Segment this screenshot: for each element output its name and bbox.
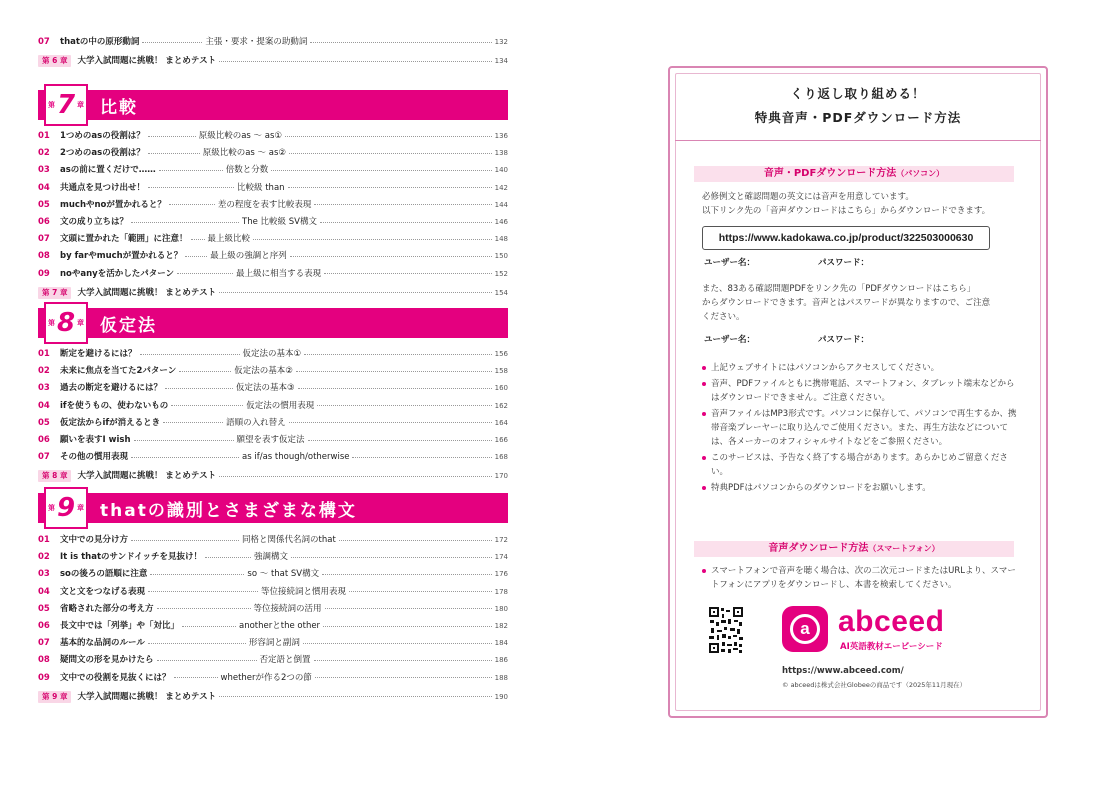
panel-divider <box>675 140 1041 141</box>
list-item: このサービスは、予告なく終了する場合があります。あらかじめご留意ください。 <box>702 451 1022 479</box>
toc-row: 06 文の成り立ちは？ The 比較級 SV構文 146 <box>38 217 508 227</box>
sp-section-header: 音声ダウンロード方法（スマートフォン） <box>694 541 1014 557</box>
pc-section-header: 音声・PDFダウンロード方法（パソコン） <box>694 166 1014 182</box>
pc-intro-text: 必修例文と確認問題の英文には音声を用意しています。 以下リンク先の「音声ダウンロードはこちら」からダウンロードできます。 <box>702 192 991 216</box>
pdf-note-text: また、83ある確認問題PDFをリンク先の「PDFダウンロードはこちら」 からダウンロードできます。音声とはパスワードが異なりますので、ご注意 ください。 <box>702 284 991 322</box>
chapter-test-row: 第 8 章 大学入試問題に挑戦！ まとめテスト 170 <box>38 468 508 484</box>
toc-row: 04 ifを使うもの、使わないもの 仮定法の慣用表現 162 <box>38 400 508 411</box>
panel-title-line2: 特典音声・PDFダウンロード方法 <box>754 110 962 125</box>
toc-row: 01 1つめのasの役割は？ 原級比較のas ～ as① 136 <box>38 131 508 141</box>
brand-url-link[interactable]: https://www.abceed.com/ <box>782 666 904 676</box>
abceed-logo-icon: a <box>782 606 828 652</box>
toc-row: 07 thatの中の原形動詞 主張・要求・提案の助動詞 132 <box>38 37 508 47</box>
notes-list <box>702 361 1022 497</box>
toc-row: 03 過去の断定を避けるには？ 仮定法の基本③ 160 <box>38 383 508 394</box>
toc-row: 03 asの前に置くだけで…… 倍数と分数 140 <box>38 165 508 176</box>
chapter-9-number-badge: 第 9 章 <box>44 487 88 529</box>
chapter-9-header <box>38 493 508 523</box>
chapter-9-title: thatの識別とさまざまな構文 <box>100 500 357 521</box>
chapter-7-title: 比較 <box>100 97 138 118</box>
toc-row: 06 長文中では「列挙」や「対比」 anotherとthe other 182 <box>38 621 508 631</box>
toc-row: 03 soの後ろの語順に注意 so ～ that SV構文 176 <box>38 569 508 580</box>
toc-row: 04 文と文をつなげる表現 等位接続詞と慣用表現 178 <box>38 586 508 597</box>
user-name-label: ユーザー名： <box>704 258 756 268</box>
toc-row: 05 仮定法からifが消えるとき 語順の入れ替え 164 <box>38 417 508 428</box>
user-name-label: ユーザー名： <box>704 335 756 345</box>
toc-row: 07 基本的な品詞のルール 形容詞と副詞 184 <box>38 638 508 649</box>
toc-row: 02 2つめのasの役割は？ 原級比較のas ～ as② 138 <box>38 148 508 159</box>
toc-row: 04 共通点を見つけ出せ！ 比較級 than 142 <box>38 182 508 193</box>
qr-code-icon[interactable] <box>708 606 744 654</box>
chapter-test-row: 第 9 章 大学入試問題に挑戦！ まとめテスト 190 <box>38 689 508 705</box>
list-item: 特典PDFはパソコンからのダウンロードをお願いします。 <box>702 481 1022 495</box>
password-label: パスワード： <box>818 258 870 268</box>
list-item: 音声、PDFファイルともに携帯電話、スマートフォン、タブレット端末などからはダウンロードできません。ご注意ください。 <box>702 377 1022 405</box>
password-label: パスワード： <box>818 335 870 345</box>
table-of-contents <box>38 0 508 788</box>
toc-row: 08 by farやmuchが置かれると？ 最上級の強調と序列 150 <box>38 251 508 262</box>
toc-row: 07 文頭に置かれた「範囲」に注意！ 最上級比較 148 <box>38 234 508 245</box>
chapter-7-number-badge: 第 7 章 <box>44 84 88 126</box>
toc-row: 07 その他の慣用表現 as if/as though/otherwise 168 <box>38 452 508 463</box>
download-url-link[interactable]: https://www.kadokawa.co.jp/product/322503000630 <box>702 226 990 250</box>
toc-row: 09 文中での役割を見抜くには？ whetherが作る2つの節 188 <box>38 672 508 683</box>
toc-row: 05 muchやnoが置かれると？ 差の程度を表す比較表現 144 <box>38 199 508 210</box>
brand-name: abceed <box>838 605 945 638</box>
chapter-7-header <box>38 90 508 120</box>
toc-row: 05 省略された部分の考え方 等位接続詞の活用 180 <box>38 603 508 614</box>
toc-row: 08 疑問文の形を見かけたら 否定語と倒置 186 <box>38 655 508 666</box>
chapter-test-row: 第 7 章 大学入試問題に挑戦！ まとめテスト 154 <box>38 285 508 301</box>
chapter-8-number-badge: 第 8 章 <box>44 302 88 344</box>
brand-subtitle: AI英語教材エービーシード <box>840 642 943 652</box>
list-item: スマートフォンで音声を聴く場合は、次の二次元コードまたはURLより、スマートフォンにアプリをダウンロードし、本書を検索してください。 <box>702 564 1022 592</box>
toc-row: 01 断定を避けるには？ 仮定法の基本① 156 <box>38 349 508 359</box>
sp-notes-list <box>702 564 1022 594</box>
panel-title-line1: くり返し取り組める！ <box>790 86 926 101</box>
chapter-test-row: 第 6 章 大学入試問題に挑戦！ まとめテスト 134 <box>38 53 508 69</box>
chapter-8-header <box>38 308 508 338</box>
toc-row: 02 未来に焦点を当てた2パターン 仮定法の基本② 158 <box>38 366 508 377</box>
download-info-panel <box>668 66 1048 718</box>
list-item: 音声ファイルはMP3形式です。パソコンに保存して、パソコンで再生するか、携帯音楽プレーヤーに取り込んでご使用ください。また、再生方法などについては、各メーカーのオフィシャルサイトなどをご参照ください。 <box>702 407 1022 449</box>
list-item: 上記ウェブサイトにはパソコンからアクセスしてください。 <box>702 361 1022 375</box>
chapter-8-title: 仮定法 <box>100 315 157 336</box>
toc-row: 06 願いを表すI wish 願望を表す仮定法 166 <box>38 435 508 445</box>
toc-row: 09 noやanyを活かしたパターン 最上級に相当する表現 152 <box>38 268 508 279</box>
toc-row: 01 文中での見分け方 同格と関係代名詞のthat 172 <box>38 535 508 545</box>
toc-row: 02 It is thatのサンドイッチを見抜け！ 強調構文 174 <box>38 552 508 563</box>
trademark-note: © abceedは株式会社Globeeの商品です（2025年11月現在） <box>782 681 967 689</box>
